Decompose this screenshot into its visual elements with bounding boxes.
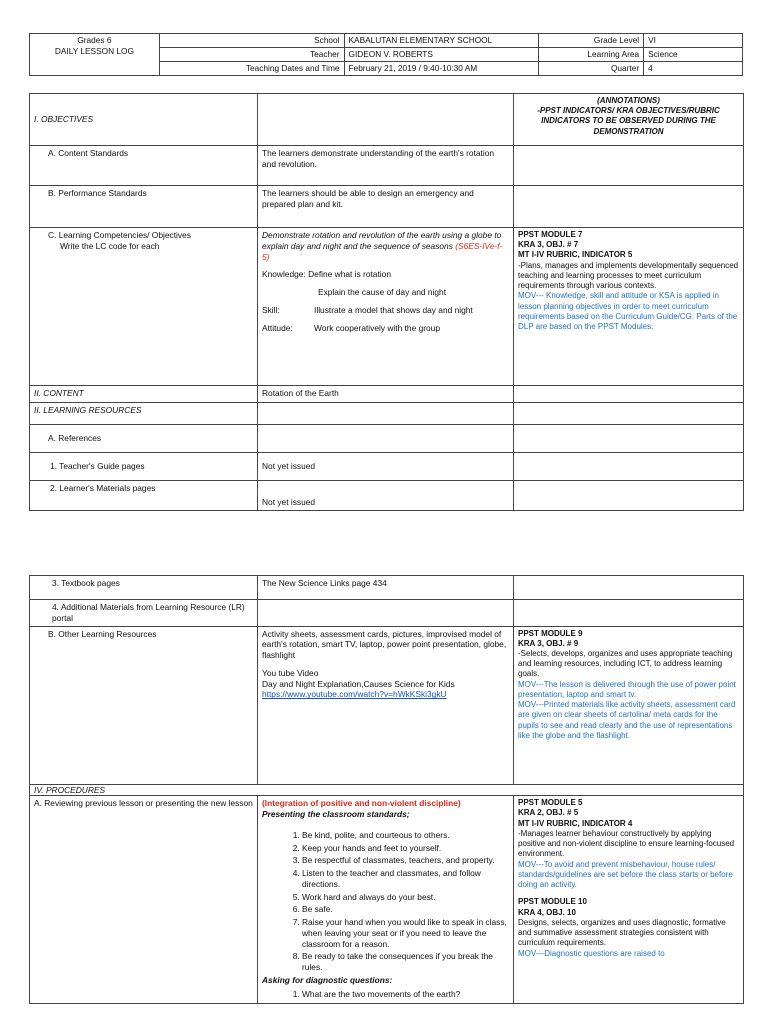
other-resources-text: Activity sheets, assessment cards, pictures, improvised model of earth's rotation, smart TV, laptop, power point presentation, globe, flashlight <box>262 628 507 660</box>
lm-value: Not yet issued <box>258 481 514 511</box>
competency-text: Demonstrate rotation and revolution of the earth using a globe to explain day and night and the sequence of seasons (S6ES-IVe-f-5) <box>262 230 503 262</box>
learning-area-label: Learning Area <box>539 48 644 62</box>
teacher-value: GIDEON V. ROBERTS <box>344 48 539 62</box>
annotations-title: (ANNOTATIONS) <box>597 96 660 105</box>
presenting-label: Presenting the classroom standards; <box>262 809 410 819</box>
dates-label: Teaching Dates and Time <box>159 62 344 76</box>
list-item: 8. Be ready to take the consequences if you break the rules. <box>302 951 509 973</box>
integration-note: (Integration of positive and non-violent discipline) <box>262 798 461 809</box>
annotations-header <box>514 94 744 146</box>
grade-level-value: VI <box>644 34 743 48</box>
other-resources-label: B. Other Learning Resources <box>30 626 258 784</box>
competencies-label: C. Learning Competencies/ Objectives <box>48 230 191 240</box>
list-item: 1. What are the two movements of the earth? <box>302 989 509 1000</box>
grade-level-label: Grade Level <box>539 34 644 48</box>
procedures-label: IV. PROCEDURES <box>30 784 744 796</box>
competencies-label-cell <box>30 228 258 386</box>
textbook-value: The New Science Links page 434 <box>258 576 514 600</box>
content-value: Rotation of the Earth <box>258 386 514 403</box>
additional-materials-label: 4. Additional Materials from Learning Resource (LR) portal <box>30 600 258 627</box>
learning-area-value: Science <box>644 48 743 62</box>
resources-label: II. LEARNING RESOURCES <box>30 403 258 425</box>
questions-list <box>262 989 509 1000</box>
list-item: 7. Raise your hand when you would like to speak in class, when leaving your seat or if you need to leave the classroom for a reason. <box>302 917 509 949</box>
content-standards-label: A. Content Standards <box>30 146 258 186</box>
knowledge-label: Knowledge: <box>262 269 306 280</box>
annotation-resources: PPST MODULE 9 KRA 3, OBJ. # 9 -Selects, develops, organizes and uses appropriate teaching and learning resources, including ICT, to address learning goals. MOV---The lesson is delivered through the use of power point presentation, laptop and smart tv. MOV---Printed materials like activity sheets, assessment card are given on clear sheets of cartolina/ meta cards for the pupils to see and read clearly and the use of representations like the globe and the flashlight. <box>514 626 744 784</box>
asking-label: Asking for diagnostic questions: <box>262 974 393 985</box>
competencies-value <box>258 228 514 386</box>
video-label: You tube Video <box>262 667 319 678</box>
annotations-subtitle: -PPST INDICATORS/ KRA OBJECTIVES/RUBRIC INDICATORS TO BE OBSERVED DURING THE DEMONSTRATION <box>537 106 720 136</box>
content-label: II. CONTENT <box>30 386 258 403</box>
proc-a-label: A. Reviewing previous lesson or presenting the new lesson <box>30 796 258 1004</box>
competency-code: (S6ES-IVe-f-5) <box>262 240 503 262</box>
lesson-table-part2 <box>29 575 744 1004</box>
annotation-procedures: PPST MODULE 5 KRA 2, OBJ. # 5 MT I-IV RUBRIC, INDICATOR 4 -Manages learner behaviour constructively by applying positive and non-violent discipline to ensure learning-focused environment. MOV---To avoid and prevent misbehaviour, house rules/ standards/guidelines are set before the class starts or before doing an activity. PPST MODULE 10 KRA 4, OBJ. 10 Designs, selects, organizes and uses diagnostic, formative and summative assessment strategies consistent with curriculum requirements. MOV—Diagnostic questions are raised to <box>514 796 744 1004</box>
video-title: Day and Night Explanation,Causes Science for Kids <box>262 678 455 689</box>
proc-a-value <box>258 796 514 1004</box>
lm-label: 2. Learner's Materials pages <box>30 481 258 511</box>
performance-standards-value: The learners should be able to design an emergency and prepared plan and kit. <box>258 186 514 228</box>
video-link[interactable]: https://www.youtube.com/watch?v=hWkKSki3gkU <box>262 689 447 700</box>
references-label: A. References <box>30 425 258 453</box>
performance-standards-label: B. Performance Standards <box>30 186 258 228</box>
objectives-label: I. OBJECTIVES <box>30 94 258 146</box>
annotation-competencies: PPST MODULE 7 KRA 3, OBJ. # 7 MT I-IV RUBRIC, INDICATOR 5 -Plans, manages and implements developmentally sequenced teaching and learning processes to meet curriculum requirements through various contexts. MOV--- Knowledge, skill and attitude or KSA is applied in lesson planning objectives in order to meet curriculum requirements based on the Curriculum Guide/CG. Parts of the DLP are based on the PPST Modules. <box>514 228 744 386</box>
dates-value: February 21, 2019 / 9:40-10:30 AM <box>344 62 539 76</box>
list-item: 3. Be respectful of classmates, teachers, and property. <box>302 855 509 866</box>
knowledge-2: Explain the cause of day and night <box>318 287 447 297</box>
tg-label: 1. Teacher's Guide pages <box>30 453 258 481</box>
knowledge-1: Define what is rotation <box>308 269 391 280</box>
other-resources-value <box>258 626 514 784</box>
grades-label: Grades 6 <box>77 35 112 45</box>
skill-value: Illustrate a model that shows day and night <box>314 304 473 315</box>
list-item: 2. Keep your hands and feet to yourself. <box>302 843 509 854</box>
school-label: School <box>159 34 344 48</box>
skill-label: Skill: <box>262 304 280 315</box>
school-value: KABALUTAN ELEMENTARY SCHOOL <box>344 34 539 48</box>
quarter-value: 4 <box>644 62 743 76</box>
attitude-label: Attitude: <box>262 322 293 333</box>
list-item: 5. Work hard and always do your best. <box>302 892 509 903</box>
log-title-cell <box>30 34 160 76</box>
header-table <box>29 33 743 76</box>
list-item: 1. Be kind, polite, and courteous to others. <box>302 830 509 841</box>
competencies-sub: Write the LC code for each <box>60 240 160 251</box>
lesson-table-part1 <box>29 93 744 511</box>
teacher-label: Teacher <box>159 48 344 62</box>
content-standards-value: The learners demonstrate understanding of the earth's rotation and revolution. <box>258 146 514 186</box>
quarter-label: Quarter <box>539 62 644 76</box>
textbook-label: 3. Textbook pages <box>30 576 258 600</box>
log-title: DAILY LESSON LOG <box>54 45 134 56</box>
tg-value: Not yet issued <box>258 453 514 481</box>
attitude-value: Work cooperatively with the group <box>314 322 440 333</box>
list-item: 6. Be safe. <box>302 904 509 915</box>
list-item: 4. Listen to the teacher and classmates, and follow directions. <box>302 868 509 890</box>
standards-list <box>262 830 509 973</box>
